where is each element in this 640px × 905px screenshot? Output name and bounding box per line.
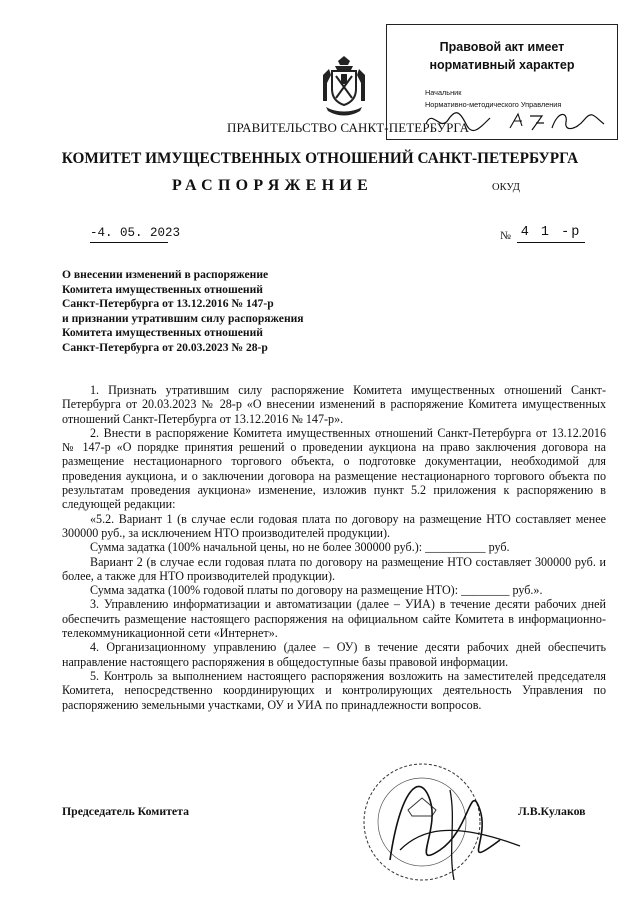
subject-line: и признании утратившим силу распоряжения xyxy=(62,311,304,325)
paragraph-2-variant-2: Вариант 2 (в случае если годовая плата по договору на размещение НТО составляет 300000 руб. и более, а также для НТО производителей продукции). xyxy=(62,554,606,583)
paragraph-2-variant-1: «5.2. Вариант 1 (в случае если годовая плата по договору на размещение НТО составляет менее 300000 руб., за исключением НТО производителей продукции). xyxy=(62,511,606,540)
government-title: ПРАВИТЕЛЬСТВО САНКТ-ПЕТЕРБУРГА xyxy=(227,120,470,135)
document-type: РАСПОРЯЖЕНИЕ xyxy=(172,177,374,194)
stamp-title xyxy=(387,38,617,74)
stamp-title-line1: Правовой акт имеет xyxy=(439,40,565,54)
subject-line: Санкт-Петербурга от 13.12.2016 № 147-р xyxy=(62,297,274,311)
document-date: -4. 05. 2023 xyxy=(90,224,168,243)
document-number: 4 1 -р xyxy=(517,224,585,243)
st-petersburg-coat-of-arms-icon xyxy=(318,55,370,119)
paragraph-5: 5. Контроль за выполнением настоящего распоряжения возложить на заместителей председателя Комитета, непосредственно координирующих и контролирующих деятельность Управления по распоряжению земельными участками, ОУ и УИА по принадлежности вопросов. xyxy=(62,668,606,712)
paragraph-3: 3. Управлению информатизации и автоматизации (далее – УИА) в течение десяти рабочих дней обеспечить размещение настоящего распоряжения на официальном сайте Комитета в информационно-телекоммуникационной сети «Интернет». xyxy=(62,597,606,641)
committee-title: КОМИТЕТ ИМУЩЕСТВЕННЫХ ОТНОШЕНИЙ САНКТ-ПЕТЕРБУРГА xyxy=(61,150,579,167)
paragraph-2: 2. Внести в распоряжение Комитета имущественных отношений Санкт-Петербурга от 13.12.2016 № 147-р «О порядке принятия решений о проведении аукциона на право заключения договора на размещение нестационарного торгового объекта, о подготовке документации, необходимой для проведения аукциона, и о заключении договора на размещение нестационарного торгового объекта по результатам проведения аукциона» изменение, изложив пункт 5.2 приложения к распоряжению в следующей редакции: xyxy=(62,425,606,512)
paragraph-2-deposit-2: Сумма задатка (100% годовой платы по договору на размещение НТО): ________ руб.». xyxy=(90,583,543,598)
subject-line: Комитета имущественных отношений xyxy=(62,282,263,296)
paragraph-1: 1. Признать утратившим силу распоряжение Комитета имущественных отношений Санкт-Петербурга от 20.03.2023 № 28-р «О внесении изменений в распоряжение Комитета имущественных отношений Санкт-Петербурга от 13.12.2016 № 147-р». xyxy=(62,383,606,426)
official-seal-and-signature xyxy=(330,750,530,890)
subject-line: О внесении изменений в распоряжение xyxy=(62,268,269,281)
signature-name: Л.В.Кулаков xyxy=(518,804,586,818)
okud-label: ОКУД xyxy=(492,182,520,193)
stamp-title-line2: нормативный характер xyxy=(429,58,575,72)
paragraph-2-deposit-1: Сумма задатка (100% начальной цены, но не более 300000 руб.): __________ руб. xyxy=(90,540,510,555)
stamp-role: Начальник xyxy=(425,88,462,97)
document-subject xyxy=(62,268,382,356)
signature-position: Председатель Комитета xyxy=(62,804,189,818)
subject-line: Санкт-Петербурга от 20.03.2023 № 28-р xyxy=(62,340,268,354)
paragraph-4: 4. Организационному управлению (далее – ОУ) в течение десяти рабочих дней обеспечить направление настоящего распоряжения в общедоступные базы правовой информации. xyxy=(62,640,606,669)
document-body xyxy=(62,383,606,712)
subject-line: Комитета имущественных отношений xyxy=(62,326,263,340)
stamp-department: Нормативно-методического Управления xyxy=(425,100,562,109)
number-sign: № xyxy=(500,230,511,242)
